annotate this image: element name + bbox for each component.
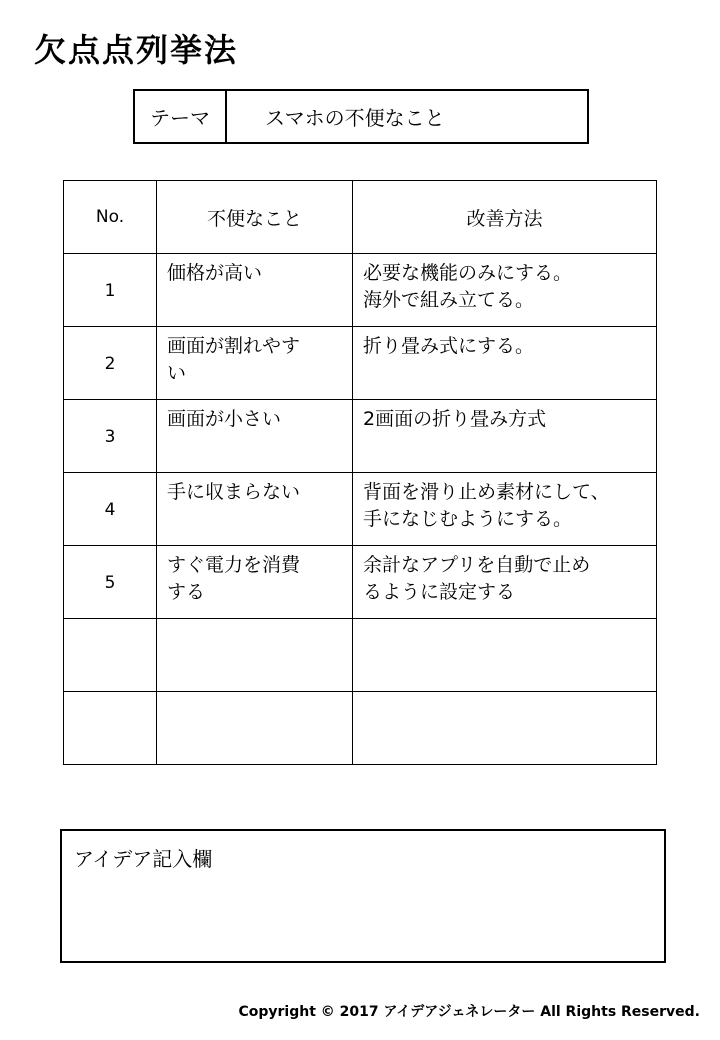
solution-cell: 2画面の折り畳み方式 xyxy=(353,400,657,473)
problem-cell xyxy=(157,692,353,765)
row-number xyxy=(64,619,157,692)
solution-cell xyxy=(353,619,657,692)
problem-cell: 手に収まらない xyxy=(157,473,353,546)
table-row xyxy=(64,692,657,765)
solution-cell: 背面を滑り止め素材にして、 手になじむようにする。 xyxy=(353,473,657,546)
table-row xyxy=(64,400,657,473)
idea-entry-label: アイデア記入欄 xyxy=(74,847,213,871)
row-number xyxy=(64,692,157,765)
table-row xyxy=(64,327,657,400)
theme-value: スマホの不便なこと xyxy=(265,106,445,130)
copyright-notice: Copyright © 2017 アイデアジェネレーター All Rights Reserved. xyxy=(238,1004,700,1020)
table-row xyxy=(64,473,657,546)
solution-cell: 折り畳み式にする。 xyxy=(353,327,657,400)
table-row xyxy=(64,619,657,692)
table-header-row xyxy=(64,181,657,254)
header-solution: 改善方法 xyxy=(353,181,657,254)
problem-cell: 画面が割れやす い xyxy=(157,327,353,400)
row-number: 4 xyxy=(64,473,157,546)
solution-cell: 余計なアプリを自動で止め るように設定する xyxy=(353,546,657,619)
idea-entry-box xyxy=(60,829,666,963)
solution-cell: 必要な機能のみにする。 海外で組み立てる。 xyxy=(353,254,657,327)
page-title: 欠点点列挙法 xyxy=(34,31,239,69)
problem-cell xyxy=(157,619,353,692)
header-no: No. xyxy=(64,181,157,254)
theme-label: テーマ xyxy=(135,91,227,142)
row-number: 5 xyxy=(64,546,157,619)
table-row xyxy=(64,546,657,619)
row-number: 3 xyxy=(64,400,157,473)
table-row xyxy=(64,254,657,327)
row-number: 1 xyxy=(64,254,157,327)
problem-cell: すぐ電力を消費 する xyxy=(157,546,353,619)
problem-cell: 画面が小さい xyxy=(157,400,353,473)
row-number: 2 xyxy=(64,327,157,400)
header-problem: 不便なこと xyxy=(157,181,353,254)
problem-cell: 価格が高い xyxy=(157,254,353,327)
problems-table xyxy=(63,180,657,765)
solution-cell xyxy=(353,692,657,765)
theme-box xyxy=(133,89,589,144)
